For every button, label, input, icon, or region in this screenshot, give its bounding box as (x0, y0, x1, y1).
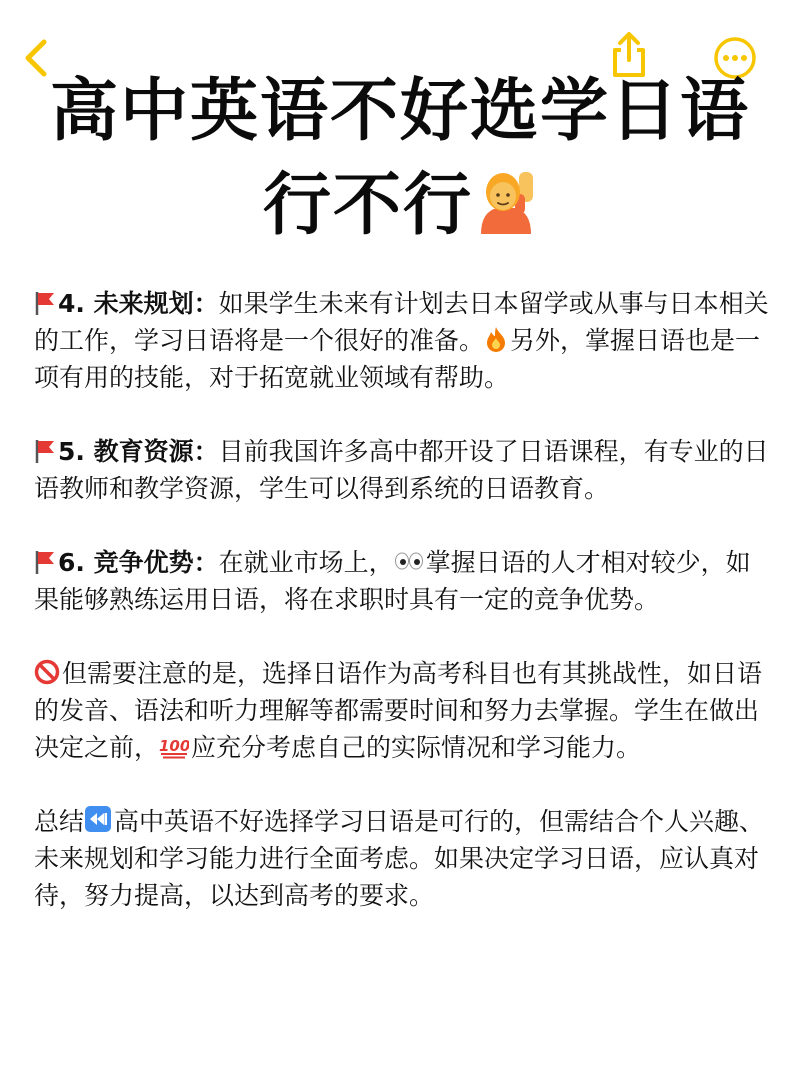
note-paragraph (34, 655, 774, 766)
red-flag-icon (34, 547, 56, 571)
section-heading: 4. 未来规划： (58, 289, 219, 318)
note-text: 但需要注意的是，选择日语作为高考科目也有其挑战性，如日语的发音、语法和听力理解等都需要时间和努力去掌握。学生在做出决定之前， (34, 659, 763, 762)
article-body (34, 285, 774, 951)
summary-paragraph (34, 803, 774, 914)
top-bar (0, 0, 800, 80)
svg-text:100: 100 (159, 737, 190, 755)
section-competitive-advantage (34, 544, 774, 618)
summary-label: 总结 (34, 807, 85, 836)
section-future-plan (34, 285, 774, 396)
section-education-resources (34, 433, 774, 507)
section-text-continued: 掌握日语的人才相对较少，如果能够熟练运用日语，将在求职时具有一定的竞争优势。 (34, 548, 751, 614)
section-heading: 6. 竞争优势： (58, 548, 219, 577)
section-text: 如果学生未来有计划去日本留学或从事与日本相关的工作，学习日语将是一个很好的准备。 (34, 289, 769, 355)
summary-text: 高中英语不好选择学习日语是可行的，但需结合个人兴趣、未来规划和学习能力进行全面考虑。如果决定学习日语，应认真对待，努力提高，以达到高考的要求。 (34, 807, 765, 910)
fire-icon (484, 325, 508, 351)
red-flag-icon (34, 288, 56, 312)
section-heading: 5. 教育资源： (58, 437, 219, 466)
prohibited-icon (34, 658, 60, 684)
section-text: 在就业市场上， (218, 548, 394, 577)
section-text-continued: 另外，掌握日语也是一项有用的技能，对于拓宽就业领域有帮助。 (34, 326, 761, 392)
note-text-continued: 应充分考虑自己的实际情况和学习能力。 (191, 733, 642, 762)
page-title-line-2 (0, 166, 800, 245)
person-raising-hand-icon (475, 168, 537, 234)
page-title-line-2-text: 行不行 (262, 166, 473, 245)
eyes-icon (394, 544, 424, 564)
hundred-points-icon (159, 732, 189, 758)
red-flag-icon (34, 436, 56, 460)
section-text: 目前我国许多高中都开设了日语课程，有专业的日语教师和教学资源，学生可以得到系统的日语教育。 (34, 437, 769, 503)
page-title-line-1: 高中英语不好选学日语 (49, 72, 750, 151)
rewind-icon (84, 805, 112, 833)
